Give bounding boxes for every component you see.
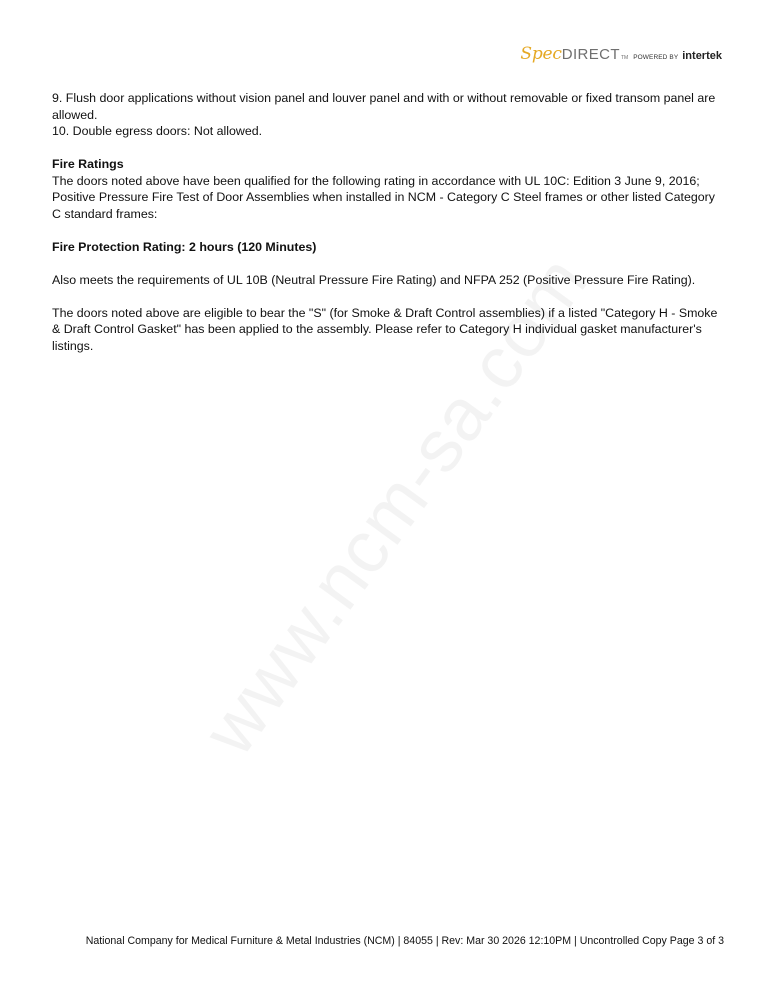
fire-protection-rating: Fire Protection Rating: 2 hours (120 Minutes) (52, 239, 317, 254)
fire-ratings-heading: Fire Ratings (52, 157, 124, 171)
intertek-logo-text: intertek (682, 50, 722, 62)
fire-ratings-paragraph: The doors noted above have been qualified for the following rating in accordance with UL 10C: Edition 3 June 9, 2016; Positive Pressure Fire Test of Door Assemblies when installed in NCM - Category C Steel frames or other listed Category C standard frames: (52, 173, 715, 221)
smoke-draft-paragraph: The doors noted above are eligible to bear the "S" (for Smoke & Draft Control assemblies) if a listed "Category H - Smoke & Draft Control Gasket" has been applied to the assembly. Please refer to Category H individual gasket manufacturer's listings. (52, 305, 718, 353)
logo-spec-text: Spec (520, 44, 562, 64)
list-item-10: 10. Double egress doors: Not allowed. (52, 124, 263, 138)
specdirect-logo (520, 44, 722, 64)
logo-powered-by: POWERED BY (633, 54, 679, 61)
list-item-9: 9. Flush door applications without vision panel and louver panel and with or without removable or fixed transom panel are allowed. (52, 91, 716, 122)
also-meets-paragraph: Also meets the requirements of UL 10B (Neutral Pressure Fire Rating) and NFPA 252 (Positive Pressure Fire Rating). (52, 272, 696, 287)
logo-direct-text: DIRECT (561, 46, 620, 63)
page-footer: National Company for Medical Furniture & Metal Industries (NCM) | 84055 | Rev: Mar 30 2026 12:10PM | Uncontrolled Copy Page 3 of 3 (85, 935, 724, 947)
document-body (52, 90, 722, 354)
logo-trademark: TM (620, 55, 629, 61)
